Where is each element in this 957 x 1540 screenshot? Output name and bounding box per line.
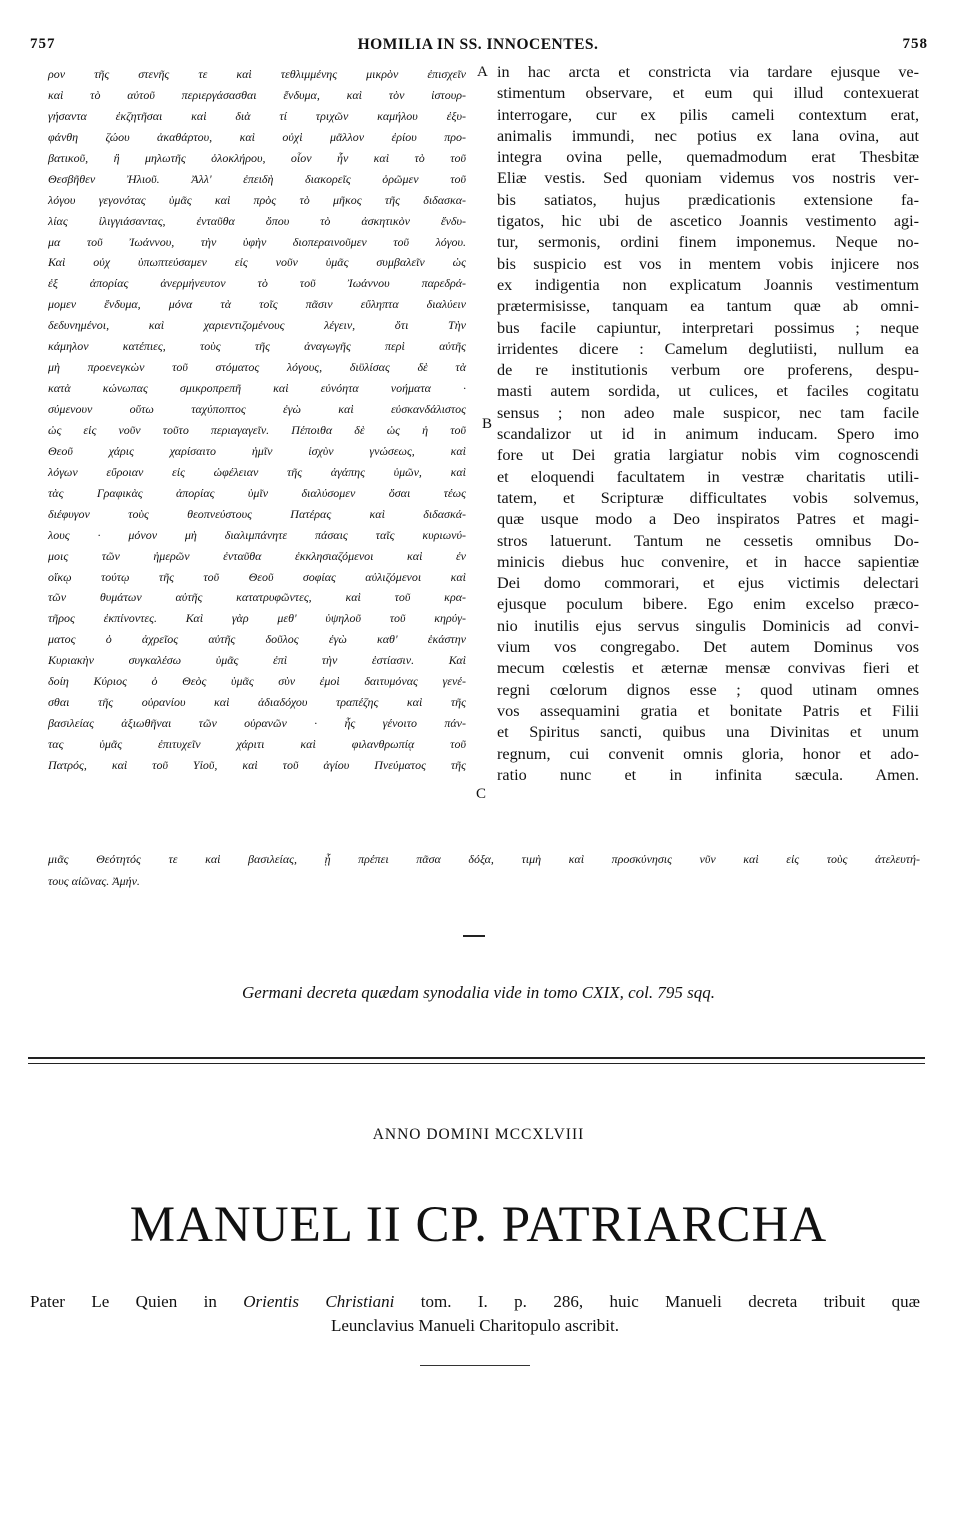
intro-line-2: Leunclavius Manueli Charitopulo ascribit. bbox=[331, 1316, 619, 1335]
latin-line: scandalizor ut id in animum inducam. Spero imo bbox=[497, 425, 919, 444]
section-marker-a: A bbox=[477, 64, 488, 80]
year-line: ANNO DOMINI MCCXLVIII bbox=[372, 1126, 585, 1143]
latin-line: bus facile capiuntur, interpretari possimus ; neque bbox=[497, 318, 919, 337]
greek-line: μομεν ἔνδυμα, μόνα τὰ τοῖς πᾶσιν εὔληπτα διαλύειν bbox=[48, 297, 466, 312]
latin-line: interrogare, cur ex pilis cameli contextum erat, bbox=[497, 105, 919, 124]
greek-line: βατικοῦ, ἢ μηλωτῆς ὁλοκλήρου, οἷον ἦν καὶ τὸ τοῦ bbox=[48, 150, 466, 165]
latin-line: bis satiatos, hujus prædicationis extensione fa- bbox=[497, 190, 919, 209]
greek-column bbox=[48, 64, 466, 776]
latin-line: et Spiritus sancti, quibus una Divinitas et unum bbox=[497, 723, 919, 742]
greek-line: Κυριακὴν συγκαλέσω ὑμᾶς ἐπὶ τὴν ἑστίασιν. Καὶ bbox=[48, 653, 466, 668]
greek-line: ἐξ ἀπορίας ἀνερμήνευτον τὸ τοῦ Ἰωάννου παρεδρά- bbox=[48, 276, 466, 291]
greek-line: Πατρός, καὶ τοῦ Υἱοῦ, καὶ τοῦ ἁγίου Πνεύματος τῆς bbox=[48, 757, 466, 772]
greek-line: λόγων εὔροιαν εἰς ὠφέλειαν τῆς ἀγάπης ὑμῶν, καὶ bbox=[48, 464, 466, 479]
latin-line: ejusque poculum bibere. Ego enim excelso præco- bbox=[497, 595, 919, 614]
intro-book-title: Orientis Christiani bbox=[243, 1292, 395, 1311]
latin-line: vos assequamini gratia et bonitate Patris et Filii bbox=[497, 701, 919, 720]
latin-line: ratio nunc et in infinita sæcula. Amen. bbox=[497, 765, 919, 784]
greek-line: δοίη Κύριος ὁ Θεὸς ὑμᾶς σὺν ἐμοὶ δαιτυμόνας γενέ- bbox=[48, 674, 466, 689]
greek-line: τῶν θυμάτων αὐτῆς κατατρυφῶντες, καὶ τοῦ κρα- bbox=[48, 590, 466, 605]
latin-line: irridentes dicere : Camelum deglutiisti, nullum ea bbox=[497, 339, 919, 358]
intro-text: Pater Le Quien in bbox=[30, 1292, 244, 1311]
running-header bbox=[28, 36, 928, 60]
greek-line: καὶ τὸ αὐτοῦ περιεργάσασθαι ἔνδυμα, καὶ τὸν ἱστουρ- bbox=[48, 87, 466, 102]
greek-line: σύμενουν οὕτω ταχύποπτος ἐγὼ καὶ εὐσκανδάλιστος bbox=[48, 402, 466, 416]
greek-line: λους · μόνον μὴ διαλιμπάνητε πάσαις ταῖς κυριωνύ- bbox=[48, 527, 466, 542]
latin-line: ex indigentia non explicatum Joannis vestimentum bbox=[497, 275, 919, 294]
latin-line: sensus ; non adeo male suspicor, nec tam facile bbox=[497, 403, 919, 422]
greek-line: μα τοῦ Ἰωάννου, τὴν ὑφὴν διοπεραινοῦμεν τοῦ λόγου. bbox=[48, 234, 466, 249]
latin-line: tur, sermonis, ordini finem imponemus. Neque no- bbox=[497, 233, 919, 252]
greek-line: μὴ προενεγκὼν τοῦ στόματος λόγους, διϋλίσας δὲ τὰ bbox=[48, 360, 466, 375]
page-number-right: 758 bbox=[902, 36, 928, 52]
greek-line: τῆρος ἐκπίνοντες. Καὶ γὰρ μεθ' ὑψηλοῦ τοῦ κηρύγ- bbox=[48, 611, 466, 626]
section-title: MANUEL II CP. PATRIARCHA bbox=[129, 1197, 828, 1253]
greek-line: γήσαντα ἐκζητῆσαι καὶ διὰ τί τριχῶν καμήλου ἐξυ- bbox=[48, 108, 466, 123]
latin-line: mecum cœlestis et æternæ mensæ convivas fieri et bbox=[497, 659, 919, 678]
latin-line: stimentum observare, et eum qui illud contexuerat bbox=[497, 84, 919, 103]
greek-tail-line: μιᾶς Θεότητός τε καὶ βασιλείας, ᾗ πρέπει πᾶσα δόξα, τιμὴ καὶ προσκύνησις νῦν καὶ εἰς τοὺς ἀτελευτή- bbox=[48, 852, 920, 866]
latin-line: bis suspicio est vos in mentem vobis injicere nos bbox=[497, 254, 919, 273]
intro-line-1 bbox=[30, 1290, 920, 1314]
double-rule bbox=[28, 1057, 925, 1064]
greek-line: Θεοῦ χάρις χαρίσαιτο ἡμῖν ἰσχὺν γνώσεως, καὶ bbox=[48, 443, 466, 458]
latin-line: de re institutionis verbum ore proferens, despu- bbox=[497, 361, 919, 380]
latin-line: fore ut Dei gratia largiatur nobis vim cognoscendi bbox=[497, 446, 919, 465]
latin-line: et eloquendi facultatem in vestræ charitatis utili- bbox=[497, 467, 919, 486]
greek-line: διέφυγον τοὺς θεοπνεύστους Πατέρας καὶ διδασκά- bbox=[48, 506, 466, 521]
greek-line: βασιλείας ἀξιωθῆναι τῶν οὐρανῶν · ἧς γένοιτο πάν- bbox=[48, 716, 466, 731]
latin-line: in hac arcta et constricta via tardare ejusque ve- bbox=[497, 63, 919, 81]
latin-line: Eliæ vestis. Sed quoniam videmus vos nostris ver- bbox=[497, 169, 919, 188]
running-title: HOMILIA IN SS. INNOCENTES. bbox=[357, 36, 599, 53]
greek-tail-line: τους αἰῶνας. Ἀμήν. bbox=[48, 874, 140, 888]
greek-line: κάμηλον κατέπιες, τοὺς τῆς ἀναγωγῆς περὶ αὐτῆς bbox=[48, 339, 466, 354]
latin-line: regni cœlorum dignos esse ; quod utinam omnes bbox=[497, 680, 919, 699]
section-divider bbox=[463, 935, 485, 937]
greek-line: ματος ὁ ἀχρεῖος αὐτῆς δοῦλος ἐγὼ καθ' ἑκάστην bbox=[48, 632, 466, 647]
latin-line: animalis immundi, nec potius ex lana ovina, aut bbox=[497, 126, 919, 145]
greek-line: μοις τῶν ἡμερῶν ἐνταῦθα ἐκκλησιαζόμενοι καὶ ἐν bbox=[48, 548, 466, 563]
latin-line: tatem, et Scripturæ difficultates vobis solvemus, bbox=[497, 488, 919, 507]
latin-line: nio inutilis ejus servus singulis Dominicis ad convi- bbox=[497, 616, 919, 635]
section-marker-b: B bbox=[482, 416, 493, 432]
greek-line: Θεσβῆθεν Ἠλιοῦ. Ἀλλ' ἐπειδὴ διακορεῖς ὁρῶμεν τοῦ bbox=[48, 171, 466, 186]
latin-line: prætermisisse, tanquam ea tantum quæ ab omni- bbox=[497, 297, 919, 316]
latin-line: stros latuerunt. Tantum ne cessetis omnibus Do- bbox=[497, 531, 919, 550]
greek-line: λίας ἰλιγγιάσαντας, ἐνταῦθα ὅπου τὸ ἀσκητικὸν ἔνδυ- bbox=[48, 213, 466, 228]
latin-line: Dei domo commorari, et ejus victimis delectari bbox=[497, 574, 919, 593]
greek-line: ρον τῆς στενῆς τε καὶ τεθλιμμένης μικρὸν ἐπισχεῖν bbox=[48, 67, 466, 81]
intro-text: tom. I. p. 286, huic Manueli decreta tribuit quæ bbox=[394, 1292, 920, 1311]
latin-line: regnum, cui convenit omnis gloria, honor et ado- bbox=[497, 744, 919, 763]
greek-line: κατὰ κώνωπας σμικροπρεπῆ καὶ εὐνόητα νοήματα · bbox=[48, 381, 466, 396]
greek-line: δεδυνημένοι, καὶ χαριεντιζομένους λέγειν, ὅτι Τὴν bbox=[48, 318, 466, 333]
end-rule bbox=[420, 1365, 530, 1366]
greek-line: λόγου γεγονότας ὑμᾶς καὶ πρὸς τὸ μῆκος τῆς διδασκα- bbox=[48, 192, 466, 207]
latin-line: tigatos, hic ubi de ascetico Joannis vestimento agi- bbox=[497, 212, 919, 231]
latin-column bbox=[497, 62, 919, 786]
latin-line: minicis diebus huc convenire, et in hacce sapientiæ bbox=[497, 552, 919, 571]
greek-line: σθαι τῆς οὐρανίου καὶ ἀδιαδόχου τραπέζης καὶ τῆς bbox=[48, 695, 466, 710]
greek-line: φάνθη ζώου ἀκαθάρτου, καὶ οὐχὶ μᾶλλον ἐρίου προ- bbox=[48, 129, 466, 144]
greek-line: τας ὑμᾶς ἐπιτυχεῖν χάριτι καὶ φιλανθρωπίᾳ τοῦ bbox=[48, 737, 466, 751]
latin-line: vium vos congregabo. Det autem Dominus vos bbox=[497, 638, 919, 657]
latin-line: masti autem sordida, ut culices, et faciles cogitatu bbox=[497, 382, 919, 401]
cross-reference-note: Germani decreta quædam synodalia vide in tomo CXIX, col. 795 sqq. bbox=[242, 983, 715, 1002]
greek-continuation bbox=[48, 848, 920, 892]
latin-line: quæ usque modo a Deo inspiratos Patres et magi- bbox=[497, 510, 919, 529]
intro-paragraph bbox=[30, 1290, 920, 1338]
section-marker-c: C bbox=[476, 786, 487, 802]
greek-line: ὡς εἰς νοῦν τοῦτο περιαγαγεῖν. Πέποιθα δὲ ὡς ἡ τοῦ bbox=[48, 422, 466, 437]
latin-line: integra ovina pelle, quemadmodum erat Thesbitæ bbox=[497, 148, 919, 167]
greek-line: οἴκῳ τούτῳ τῆς τοῦ Θεοῦ σοφίας αὐλιζόμενοι καὶ bbox=[48, 569, 466, 584]
greek-line: Καὶ οὐχ ὑπωπτεύσαμεν εἰς νοῦν ὑμᾶς συμβαλεῖν ὡς bbox=[48, 255, 466, 270]
page-number-left: 757 bbox=[30, 36, 56, 52]
greek-line: τὰς Γραφικὰς ἀπορίας ὑμῖν διαλύσομεν ὅσαι τέως bbox=[48, 485, 466, 500]
